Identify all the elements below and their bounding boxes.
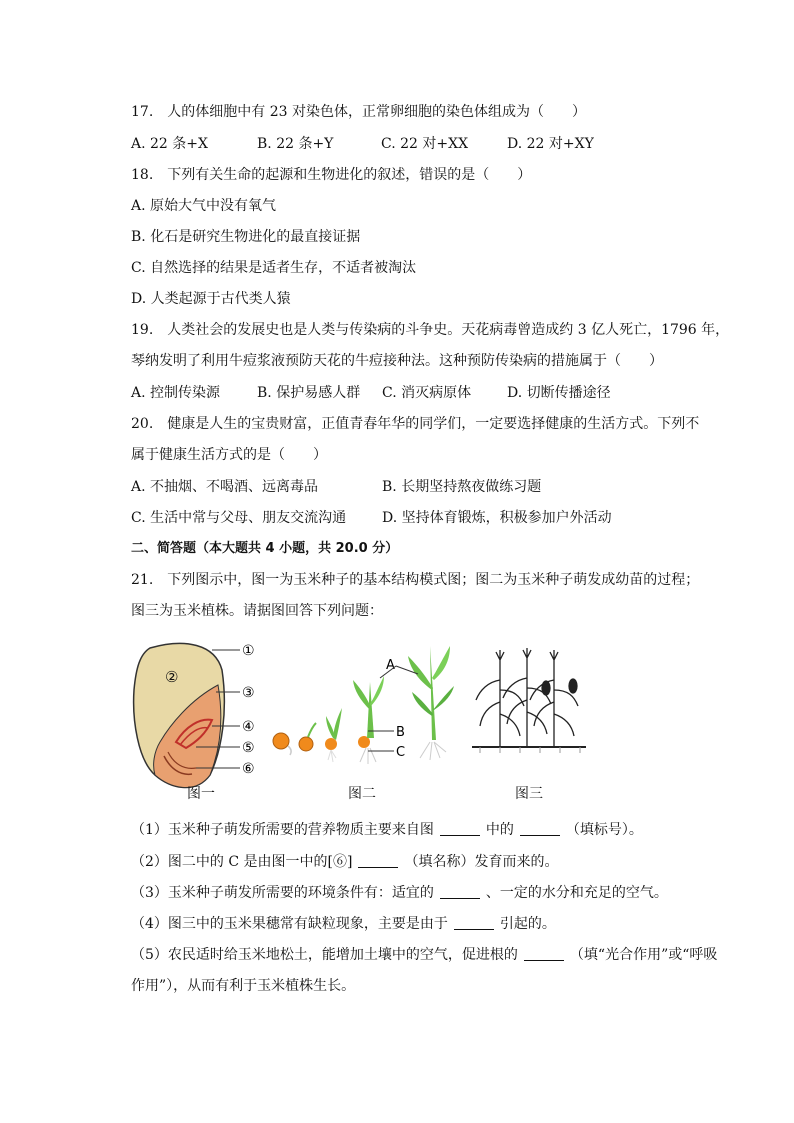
fig2-caption: 图二 <box>348 786 376 802</box>
q17-option-b: B. 22 条+Y <box>257 136 334 152</box>
q18-stem: 18. 下列有关生命的起源和生物进化的叙述，错误的是（ ） <box>131 167 532 183</box>
q21-sub2-post: （填名称）发育而来的。 <box>404 854 559 870</box>
q21-sub2-pre: （2）图二中的 C 是由图一中的[⑥] <box>131 854 353 870</box>
answer-blank-4[interactable] <box>454 915 494 930</box>
q21-sub1-mid: 中的 <box>485 822 514 838</box>
fig2-label-a: A <box>386 658 395 673</box>
q17-option-c: C. 22 对+XX <box>381 136 469 152</box>
fig2-label-b: B <box>396 725 405 740</box>
answer-blank-1a[interactable] <box>440 821 480 836</box>
q19-stem-line1: 19. 人类社会的发展史也是人类与传染病的斗争史。天花病毒曾造成约 3 亿人死亡，1796 年， <box>131 322 730 338</box>
q19-option-d: D. 切断传播途径 <box>507 385 611 401</box>
q17-stem: 17. 人的体细胞中有 23 对染色体，正常卵细胞的染色体组成为（ ） <box>131 104 586 120</box>
q20-option-d: D. 坚持体育锻炼，积极参加户外活动 <box>382 510 612 526</box>
q21-sub3 <box>131 883 668 903</box>
answer-blank-3[interactable] <box>440 884 480 899</box>
q18-option-a: A. 原始大气中没有氧气 <box>131 198 277 214</box>
fig1-label-3: ③ <box>242 685 255 701</box>
q21-sub3-pre: （3）玉米种子萌发所需要的环境条件有：适宜的 <box>131 885 434 901</box>
q21-sub4-pre: （4）图三中的玉米果穗常有缺粒现象，主要是由于 <box>131 916 448 932</box>
q21-sub5-line2: 作用”），从而有利于玉米植株生长。 <box>131 978 356 994</box>
q21-stem-line2: 图三为玉米植株。请据图回答下列问题： <box>131 603 383 619</box>
q21-stem-line1: 21. 下列图示中，图一为玉米种子的基本结构模式图；图二为玉米种子萌发成幼苗的过程； <box>131 572 700 588</box>
q21-sub2 <box>131 852 558 872</box>
q20-stem-line2: 属于健康生活方式的是（ ） <box>131 447 327 463</box>
fig1-label-5: ⑤ <box>242 740 255 756</box>
q19-option-c: C. 消灭病原体 <box>382 385 472 401</box>
q21-sub5-post: （填“光合作用”或“呼吸 <box>569 947 718 963</box>
q20-stem-line1: 20. 健康是人生的宝贵财富，正值青春年华的同学们，一定要选择健康的生活方式。下列不 <box>131 416 700 432</box>
section-heading: 二、简答题（本大题共 4 小题，共 20.0 分） <box>131 541 399 556</box>
q19-option-a: A. 控制传染源 <box>131 385 221 401</box>
q18-option-b: B. 化石是研究生物进化的最直接证据 <box>131 229 361 245</box>
answer-blank-2[interactable] <box>358 853 398 868</box>
q21-sub4 <box>131 914 556 934</box>
fig3-corn-plants <box>472 648 586 753</box>
q19-stem-line2: 琴纳发明了利用牛痘浆液预防天花的牛痘接种法。这种预防传染病的措施属于（ ） <box>131 353 663 369</box>
q20-option-c: C. 生活中常与父母、朋友交流沟通 <box>131 510 347 526</box>
fig2-label-c: C <box>396 745 406 760</box>
fig1-label-2: ② <box>165 668 179 686</box>
q21-figure <box>0 630 794 830</box>
q21-sub5-pre: （5）农民适时给玉米地松土，能增加土壤中的空气，促进根的 <box>131 947 518 963</box>
q17-option-d: D. 22 对+XY <box>507 136 594 152</box>
answer-blank-5[interactable] <box>524 946 564 961</box>
q18-option-c: C. 自然选择的结果是适者生存，不适者被淘汰 <box>131 260 417 276</box>
q21-sub3-post: 、一定的水分和充足的空气。 <box>485 885 668 901</box>
q18-option-d: D. 人类起源于古代类人猿 <box>131 291 291 307</box>
q21-sub5 <box>131 945 717 965</box>
q17-option-a: A. 22 条+X <box>131 136 208 152</box>
q21-sub1-pre: （1）玉米种子萌发所需要的营养物质主要来自图 <box>131 822 434 838</box>
answer-blank-1b[interactable] <box>520 821 560 836</box>
fig1-label-1: ① <box>242 643 255 659</box>
q21-sub1 <box>131 820 643 840</box>
fig3-caption: 图三 <box>515 786 543 802</box>
fig2-germination <box>273 646 454 764</box>
q21-sub4-post: 引起的。 <box>499 916 556 932</box>
q21-sub1-post: （填标号）。 <box>565 822 643 838</box>
q20-option-b: B. 长期坚持熬夜做练习题 <box>382 479 542 495</box>
fig1-caption: 图一 <box>187 786 215 802</box>
fig1-corn-seed <box>134 643 255 788</box>
q19-option-b: B. 保护易感人群 <box>257 385 361 401</box>
fig1-label-6: ⑥ <box>242 761 255 777</box>
q20-option-a: A. 不抽烟、不喝酒、远离毒品 <box>131 479 319 495</box>
fig1-label-4: ④ <box>242 719 255 735</box>
